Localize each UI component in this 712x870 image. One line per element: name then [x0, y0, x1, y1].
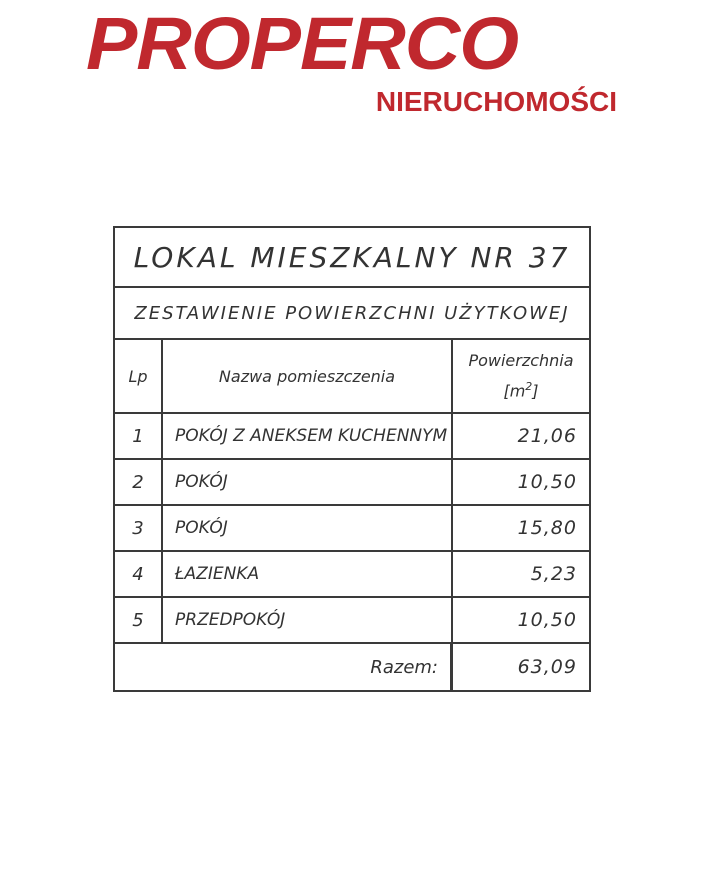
row-lp: 5: [115, 598, 163, 642]
table-row: [115, 414, 589, 460]
table-subtitle: ZESTAWIENIE POWIERZCHNI UŻYTKOWEJ: [115, 288, 589, 340]
row-area: 21,06: [517, 425, 577, 447]
row-lp: 4: [115, 552, 163, 596]
table-total-row: [115, 644, 589, 690]
row-lp: 2: [115, 460, 163, 504]
row-room-name: POKÓJ Z ANEKSEM KUCHENNYM: [163, 414, 453, 458]
unit-open: [m: [503, 381, 526, 401]
logo-brand-name: PROPERCO: [86, 2, 519, 85]
row-room-name: POKÓJ: [163, 506, 453, 550]
header-lp: Lp: [115, 340, 163, 412]
row-lp: 1: [115, 414, 163, 458]
row-room-name: PRZEDPOKÓJ: [163, 598, 453, 642]
row-area: 15,80: [517, 517, 577, 539]
header-area: [453, 340, 589, 412]
unit-close: ]: [532, 381, 539, 401]
row-lp: 3: [115, 506, 163, 550]
properco-logo: [86, 4, 631, 122]
header-room-name: Nazwa pomieszczenia: [163, 340, 453, 412]
table-row: [115, 506, 589, 552]
header-area-unit: [503, 374, 538, 404]
row-area: 10,50: [517, 471, 577, 493]
row-room-name: ŁAZIENKA: [163, 552, 453, 596]
table-row: [115, 552, 589, 598]
total-label: Razem:: [115, 644, 453, 690]
unit-exponent: 2: [525, 379, 533, 393]
logo-tagline: NIERUCHOMOŚCI: [375, 86, 617, 117]
header-area-label: Powierzchnia: [468, 350, 574, 370]
table-row: [115, 460, 589, 506]
row-area: 5,23: [530, 563, 577, 585]
total-value: 63,09: [517, 656, 577, 678]
row-area: 10,50: [517, 609, 577, 631]
area-summary-table: [113, 226, 591, 692]
table-title: LOKAL MIESZKALNY NR 37: [115, 228, 589, 288]
row-room-name: POKÓJ: [163, 460, 453, 504]
table-header-row: [115, 340, 589, 414]
table-row: [115, 598, 589, 644]
